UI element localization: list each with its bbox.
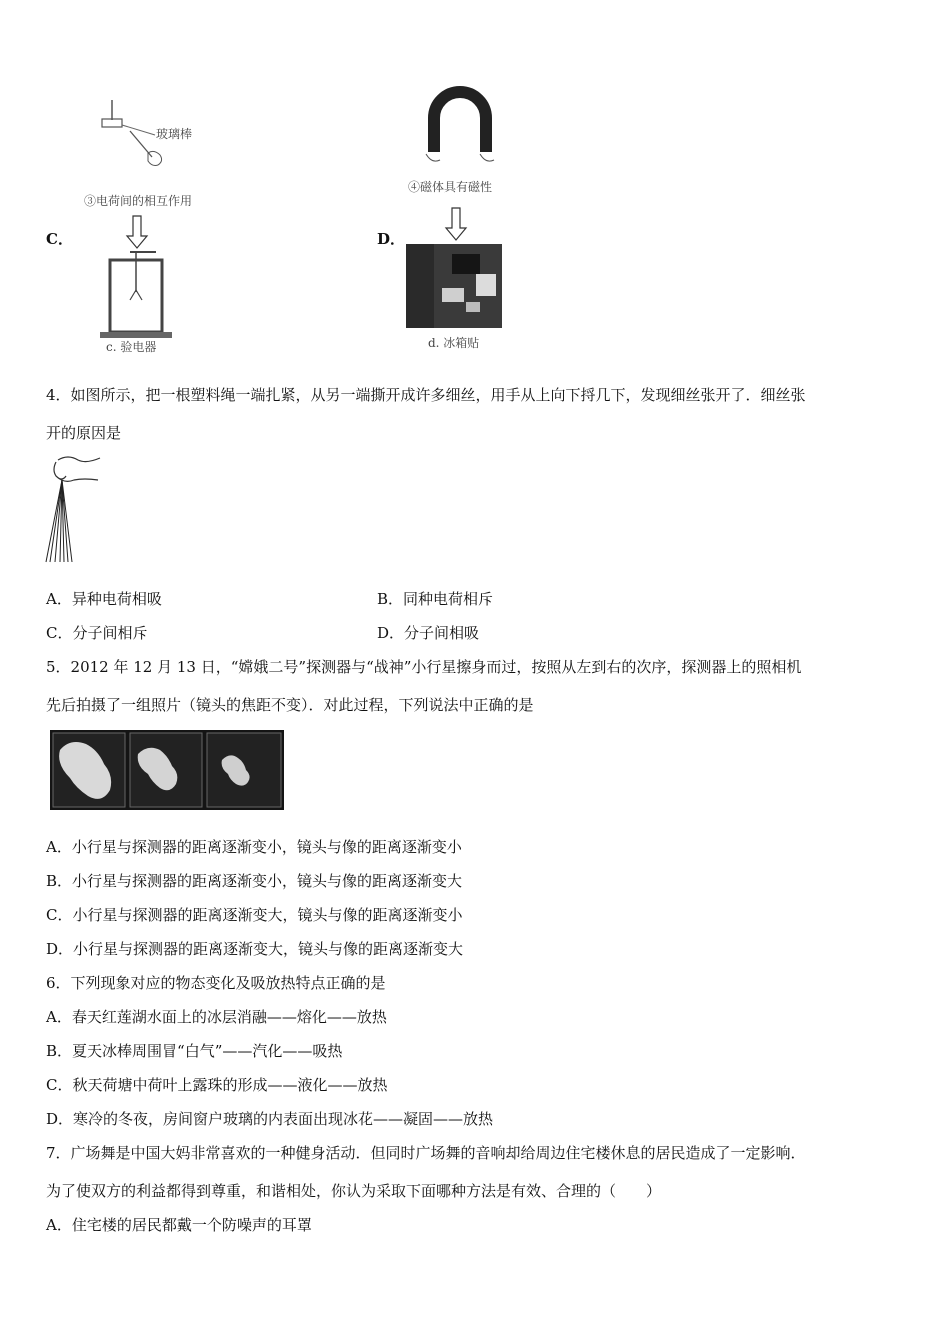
q6-option-d: D．寒冷的冬夜，房间窗户玻璃的内表面出现冰花——凝固——放热 <box>46 1110 494 1128</box>
q5-stem-line2: 先后拍摄了一组照片（镜头的焦距不变）．对此过程，下列说法中正确的是 <box>46 696 534 714</box>
q6-option-b: B．夏天冰棒周围冒“白气”——汽化——吸热 <box>46 1042 343 1060</box>
q7-stem-line2: 为了使双方的利益都得到尊重，和谐相处，你认为采取下面哪种方法是有效、合理的（ ） <box>46 1182 662 1200</box>
down-arrow-icon <box>125 216 149 250</box>
horseshoe-magnet-figure <box>420 92 500 170</box>
q7-stem-line1: 7．广场舞是中国大妈非常喜欢的一种健身活动．但同时广场舞的音响却给周边住宅楼休息的居民造成了一定影响． <box>46 1144 806 1162</box>
down-arrow-icon <box>444 208 468 242</box>
q4-option-b: B．同种电荷相斥 <box>377 590 494 608</box>
q4-option-a: A．异种电荷相吸 <box>46 590 162 608</box>
electroscope-figure <box>96 252 176 340</box>
magnetism-caption: ④磁体具有磁性 <box>408 180 493 194</box>
q4-option-d: D．分子间相吸 <box>377 624 480 642</box>
electroscope-caption: c. 验电器 <box>106 340 157 354</box>
asteroid-photo-strip <box>50 730 284 810</box>
q4-stem-line2: 开的原因是 <box>46 424 122 442</box>
q4-stem-line1: 4．如图所示，把一根塑料绳一端扎紧，从另一端撕开成许多细丝，用手从上向下捋几下，发现细丝张开了．细丝张 <box>46 386 806 404</box>
plastic-rope-hand-figure <box>44 452 104 564</box>
q6-option-a: A．春天红莲湖水面上的冰层消融——熔化——放热 <box>46 1008 387 1026</box>
q5-option-c: C．小行星与探测器的距离逐渐变大，镜头与像的距离逐渐变小 <box>46 906 463 924</box>
option-d-label: D． <box>377 230 406 248</box>
q5-option-a: A．小行星与探测器的距离逐渐变小，镜头与像的距离逐渐变小 <box>46 838 462 856</box>
fridge-magnet-caption: d. 冰箱贴 <box>428 336 480 350</box>
fridge-magnet-photo <box>406 244 502 328</box>
q5-option-d: D．小行星与探测器的距离逐渐变大，镜头与像的距离逐渐变大 <box>46 940 464 958</box>
q7-option-a: A．住宅楼的居民都戴一个防噪声的耳罩 <box>46 1216 312 1234</box>
glass-rod-label: 玻璃棒 <box>156 127 193 141</box>
q4-option-c: C．分子间相斥 <box>46 624 148 642</box>
option-c-label: C． <box>46 230 73 248</box>
q5-option-b: B．小行星与探测器的距离逐渐变小，镜头与像的距离逐渐变大 <box>46 872 463 890</box>
q6-stem-line1: 6．下列现象对应的物态变化及吸放热特点正确的是 <box>46 974 386 992</box>
charge-interaction-caption: ③电荷间的相互作用 <box>84 194 193 208</box>
q6-option-c: C．秋天荷塘中荷叶上露珠的形成——液化——放热 <box>46 1076 388 1094</box>
q5-stem-line1: 5．2012 年 12 月 13 日，“嫦娥二号”探测器与“战神”小行星擦身而过，按照从左到右的次序，探测器上的照相机 <box>46 658 802 676</box>
